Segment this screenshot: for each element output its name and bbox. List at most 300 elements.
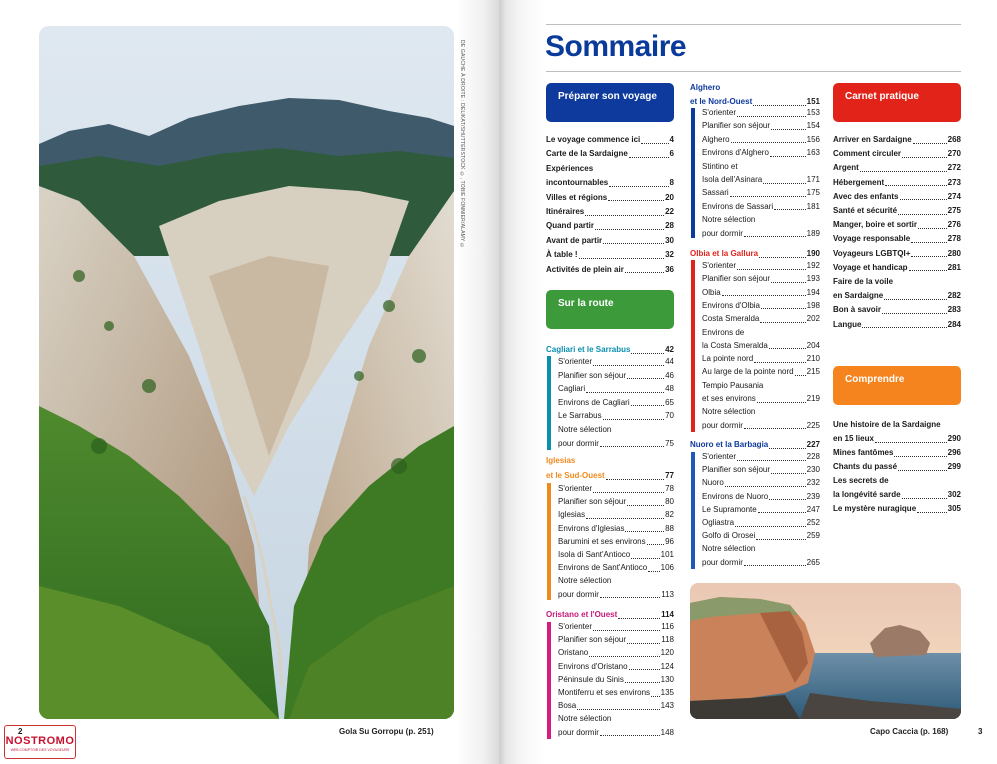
toc-entry-title: en Sardaigne (833, 291, 884, 301)
toc-entry-page: 282 (947, 291, 961, 301)
toc-entry (558, 633, 674, 647)
toc-leader (593, 492, 664, 493)
toc-entry (546, 234, 674, 248)
toc-entry-title: S'orienter (558, 484, 592, 493)
toc-entry (833, 261, 961, 275)
toc-entry-title: en 15 lieux (833, 434, 874, 443)
toc-entry (558, 535, 674, 549)
toc-entry-page: 124 (660, 661, 674, 671)
toc-leader (593, 365, 664, 366)
toc-entry (546, 147, 674, 161)
toc-entry-page: 194 (806, 287, 820, 297)
toc-entry-title: Notre sélection (558, 714, 612, 724)
toc-entry-page: 275 (947, 206, 961, 215)
toc-entry-title: pour dormir (702, 420, 743, 430)
toc-entry (702, 450, 820, 464)
toc-entry-page: 32 (665, 250, 674, 260)
toc-entry-title: Golfo di Orosei (702, 531, 756, 541)
toc-entry-title: Le mystère nuragique (833, 504, 917, 513)
bar-olbia (691, 260, 695, 432)
toc-entry-title: Bosa (558, 701, 577, 711)
page-gutter (455, 0, 545, 764)
toc-entry (702, 463, 820, 477)
toc-leader (909, 270, 947, 271)
toc-entry-title: Oristano (558, 648, 589, 658)
toc-entry (702, 419, 820, 433)
toc-entry-title: S'orienter (558, 622, 592, 631)
toc-entry (833, 176, 961, 190)
toc-entry-page: 46 (665, 370, 674, 380)
toc-entry-page: 156 (806, 134, 820, 144)
toc-entry-title: Environs de Nuoro (702, 491, 769, 501)
toc-entry-title: Environs de Cagliari (558, 397, 630, 407)
toc-leader (737, 269, 806, 270)
toc-entry (702, 173, 820, 187)
right-photo-caption: Capo Caccia (p. 168) (870, 727, 949, 736)
toc-leader (730, 196, 806, 197)
toc-entry (833, 204, 961, 218)
toc-entry (558, 355, 674, 369)
toc-entry (558, 423, 674, 437)
toc-entry-page: 70 (665, 411, 674, 421)
toc-leader (898, 214, 947, 215)
toc-entry-page: 189 (806, 228, 820, 238)
toc-entry-page: 28 (665, 221, 674, 231)
toc-entry-title: pour dormir (702, 557, 743, 567)
toc-entry (546, 191, 674, 205)
toc-leader (625, 531, 664, 532)
toc-entry-title: Le Sarrabus (558, 411, 602, 421)
toc-entry-page: 273 (947, 177, 961, 187)
toc-entry-page: 20 (665, 192, 674, 202)
toc-entry (558, 588, 674, 602)
toc-entry-title: Une histoire de la Sardaigne (833, 420, 941, 429)
toc-entry (558, 409, 674, 423)
toc-entry-page: 268 (947, 135, 961, 144)
toc-leader (647, 544, 665, 545)
toc-entry (833, 275, 961, 289)
toc-entry-title: S'orienter (702, 452, 736, 461)
toc-entry-title: Iglesias (558, 510, 586, 520)
toc-entry (702, 379, 820, 393)
toc-leader (627, 643, 660, 644)
toc-leader (600, 446, 664, 447)
toc-leader (641, 143, 668, 144)
toc-leader (900, 199, 947, 200)
toc-entry-page: 135 (660, 688, 674, 697)
toc-entry (702, 272, 820, 286)
toc-entry (833, 418, 961, 432)
toc-entry (558, 574, 674, 588)
toc-entry-page: 120 (660, 648, 674, 658)
toc-entry (546, 133, 674, 147)
toc-entry-page: 113 (661, 589, 674, 599)
toc-entry-title: Santé et sécurité (833, 206, 898, 215)
toc-entry-page: 36 (665, 264, 674, 274)
toc-entry-page: 78 (665, 484, 674, 493)
nostromo-logo (4, 725, 76, 759)
toc-entry-page: 290 (947, 434, 961, 443)
left-page-number: 2 (18, 727, 23, 736)
toc-entry-page: 88 (665, 523, 674, 533)
toc-entry (558, 620, 674, 634)
toc-entry-title: Le voyage commence ici (546, 135, 641, 144)
toc-entry (558, 686, 674, 700)
toc-entry (702, 529, 820, 543)
toc-leader (608, 200, 664, 201)
pill-preparer: Préparer son voyage (546, 83, 674, 122)
toc-leader (862, 327, 946, 328)
toc-entry (702, 227, 820, 241)
section-iglesias-1: Iglesias (546, 456, 576, 465)
capo-caccia-photo (690, 583, 961, 719)
toc-leader (758, 512, 806, 513)
toc-leader (744, 236, 806, 237)
toc-entry (833, 474, 961, 488)
toc-entry-page: 82 (665, 510, 674, 520)
toc-entry-title: Stintino et (702, 161, 738, 171)
toc-entry-title: À table ! (546, 250, 578, 260)
toc-leader (771, 282, 806, 283)
toc-leader (625, 682, 660, 683)
toc-entry (558, 369, 674, 383)
toc-leader (737, 116, 806, 117)
toc-leader (600, 735, 660, 736)
toc-entry-title: Arriver en Sardaigne (833, 135, 912, 144)
photo-credit: DE GAUCHE À DROITE : DELIKAT/SHUTTERSTOCK ©, TOBIE FONNIER/ALAMY © (459, 40, 465, 250)
toc-entry (833, 446, 961, 460)
toc-entry-title: pour dormir (702, 228, 743, 238)
toc-entry-page: 299 (947, 462, 961, 471)
pill-carnet-pratique: Carnet pratique (833, 83, 961, 122)
toc-entry-title: Environs de Sassari (702, 201, 774, 211)
toc-entry-title: Activités de plein air (546, 264, 624, 274)
toc-entry (702, 365, 820, 379)
toc-entry (558, 508, 674, 522)
toc-entry-title: Isola dell'Asinara (702, 175, 763, 184)
toc-entry-title: Environs d'Oristano (558, 661, 628, 671)
toc-entry (558, 646, 674, 660)
toc-entry-page: 6 (669, 149, 674, 159)
toc-leader (860, 171, 947, 172)
toc-entry (833, 318, 961, 332)
toc-entry-page: 280 (947, 248, 961, 258)
toc-entry-page: 171 (806, 175, 820, 184)
toc-entry (702, 160, 820, 174)
toc-entry-title: Environs de (702, 327, 745, 337)
section-alghero-1: Alghero (690, 83, 721, 92)
toc-entry-title: Le Supramonte (702, 504, 757, 514)
toc-entry-title: Expériences (546, 163, 594, 173)
toc-leader (631, 405, 665, 406)
toc-leader (884, 299, 946, 300)
toc-entry-title: Environs d'Iglesias (558, 523, 625, 533)
toc-entry-title: et ses environs (702, 394, 756, 403)
toc-entry-title: Alghero (702, 134, 730, 144)
toc-entry-page: 252 (806, 518, 820, 527)
toc-entry (702, 352, 820, 366)
toc-leader (744, 428, 806, 429)
toc-entry-title: Argent (833, 163, 859, 173)
toc-leader (735, 526, 806, 527)
toc-entry-page: 48 (665, 384, 674, 394)
toc-entry (558, 699, 674, 713)
toc-entry (833, 502, 961, 516)
toc-entry-page: 163 (806, 148, 820, 158)
toc-entry-title: la Costa Smeralda (702, 340, 768, 350)
toc-leader (771, 129, 806, 130)
toc-entry-page: 44 (665, 357, 674, 366)
toc-entry (558, 522, 674, 536)
toc-entry-title: Villes et régions (546, 192, 608, 202)
toc-entry-page: 148 (660, 727, 674, 737)
toc-entry-page: 153 (806, 108, 820, 117)
toc-entry-page: 272 (947, 163, 961, 173)
toc-leader (629, 669, 660, 670)
toc-entry-page: 276 (947, 220, 961, 230)
section-nuoro: Nuoro et la Barbagia 227 (690, 440, 820, 449)
toc-entry-page: 204 (806, 340, 820, 350)
toc-entry-title: Notre sélection (558, 576, 612, 586)
toc-entry-title: Voyage responsable (833, 234, 911, 244)
toc-leader (761, 308, 806, 309)
toc-leader (770, 156, 806, 157)
toc-entry (558, 561, 674, 575)
toc-leader (902, 157, 947, 158)
toc-leader (593, 630, 660, 631)
toc-leader (760, 322, 805, 323)
toc-entry-page: 230 (806, 465, 820, 475)
toc-entry (702, 326, 820, 340)
section-olbia: Olbia et la Gallura 190 (690, 249, 820, 258)
toc-entry-page: 65 (665, 397, 674, 407)
toc-leader (603, 419, 665, 420)
toc-entry (702, 476, 820, 490)
toc-leader (885, 185, 947, 186)
toc-leader (771, 473, 806, 474)
toc-entry-page: 198 (806, 300, 820, 310)
toc-entry (833, 488, 961, 502)
pill-comprendre: Comprendre (833, 366, 961, 405)
toc-entry-page: 193 (806, 274, 820, 284)
toc-entry-title: Manger, boire et sortir (833, 220, 918, 230)
toc-entry-page: 80 (665, 497, 674, 507)
toc-entry (833, 303, 961, 317)
toc-entry-page: 302 (947, 490, 961, 499)
page-title: Sommaire (545, 30, 687, 63)
toc-entry-page: 284 (947, 319, 961, 329)
bar-nuoro (691, 452, 695, 569)
toc-entry (546, 205, 674, 219)
toc-entry-title: Hébergement (833, 177, 885, 187)
toc-entry-page: 22 (665, 207, 674, 216)
toc-entry (702, 106, 820, 120)
toc-entry-title: Planifier son séjour (702, 465, 771, 475)
toc-entry (546, 219, 674, 233)
toc-entry-title: Notre sélection (702, 215, 756, 225)
toc-entry-title: S'orienter (702, 261, 736, 270)
toc-entry-title: Olbia (702, 287, 721, 297)
toc-entry-page: 96 (665, 536, 674, 546)
toc-leader (603, 243, 664, 244)
toc-entry (702, 556, 820, 570)
toc-entry-page: 210 (806, 354, 820, 364)
title-rule (546, 71, 961, 72)
toc-entry-title: Sassari (702, 188, 729, 198)
toc-entry (546, 162, 674, 176)
toc-entry-title: S'orienter (558, 357, 592, 366)
toc-leader (917, 512, 947, 513)
toc-entry-title: Carte de la Sardaigne (546, 149, 628, 159)
toc-leader (627, 378, 664, 379)
logo-tagline: WEB COMPTOIR DES VOYAGEURS (10, 748, 70, 752)
toc-leader (627, 505, 664, 506)
section-cagliari: Cagliari et le Sarrabus 42 (546, 345, 674, 354)
toc-entry-title: Notre sélection (558, 425, 612, 434)
toc-entry (702, 213, 820, 227)
toc-entry-title: Tempio Pausania (702, 380, 764, 390)
bar-oristano (547, 622, 551, 739)
logo-name: NOSTROMO (5, 735, 75, 747)
toc-entry-title: Mines fantômes (833, 448, 894, 457)
toc-entry-page: 305 (947, 504, 961, 513)
toc-leader (609, 186, 668, 187)
toc-entry (833, 247, 961, 261)
toc-entry-title: Voyage et handicap (833, 262, 908, 272)
toc-entry-page: 4 (669, 135, 674, 144)
toc-entry (702, 516, 820, 530)
toc-entry-page: 239 (806, 491, 820, 501)
toc-entry-page: 278 (947, 234, 961, 244)
toc-entry (702, 392, 820, 406)
toc-entry-page: 75 (665, 438, 674, 448)
toc-entry-page: 270 (947, 149, 961, 159)
toc-entry-page: 106 (660, 563, 674, 573)
toc-entry-title: Péninsule du Sinis (558, 674, 624, 684)
toc-entry (558, 726, 674, 740)
toc-leader (769, 499, 805, 500)
toc-entry-title: Planifier son séjour (558, 635, 627, 645)
toc-entry-title: Notre sélection (702, 407, 756, 417)
toc-entry (558, 548, 674, 562)
toc-leader (882, 313, 947, 314)
toc-entry-title: Faire de la voile (833, 277, 894, 286)
toc-entry (702, 542, 820, 556)
toc-leader (911, 242, 946, 243)
toc-entry-page: 175 (806, 188, 820, 198)
toc-entry-title: S'orienter (702, 108, 736, 117)
toc-entry-title: La pointe nord (702, 354, 754, 364)
toc-entry (833, 218, 961, 232)
toc-leader (911, 256, 946, 257)
toc-entry-title: Environs d'Alghero (702, 148, 769, 158)
toc-leader (913, 143, 947, 144)
toc-entry (546, 263, 674, 277)
toc-leader (725, 486, 806, 487)
toc-entry-title: Montiferru et ses environs (558, 688, 651, 697)
bar-alghero (691, 108, 695, 238)
toc-entry (702, 312, 820, 326)
toc-entry-page: 232 (806, 478, 820, 488)
toc-leader (774, 209, 805, 210)
toc-leader (756, 539, 805, 540)
toc-entry-title: incontournables (546, 178, 609, 188)
toc-entry-title: Isola di Sant'Antioco (558, 550, 631, 559)
toc-entry-page: 219 (806, 394, 820, 403)
toc-entry-page: 192 (806, 261, 820, 270)
toc-entry-title: Comment circuler (833, 149, 902, 159)
toc-entry (558, 673, 674, 687)
toc-entry-title: Avec des enfants (833, 191, 899, 201)
section-alghero-2: et le Nord-Ouest 151 (690, 97, 820, 106)
toc-entry-title: Environs d'Olbia (702, 300, 760, 310)
toc-entry (558, 482, 674, 496)
toc-leader (875, 442, 947, 443)
left-photo-caption: Gola Su Gorropu (p. 251) (339, 727, 434, 736)
toc-entry-title: Nuoro (702, 478, 724, 488)
toc-entry (833, 460, 961, 474)
toc-entry-page: 101 (660, 550, 674, 559)
toc-entry (702, 146, 820, 160)
toc-entry-page: 143 (660, 701, 674, 711)
section-oristano: Oristano et l'Ouest 114 (546, 610, 674, 619)
toc-entry-page: 118 (661, 635, 674, 645)
toc-leader (894, 456, 946, 457)
toc-entry (558, 382, 674, 396)
toc-leader (585, 215, 664, 216)
toc-leader (898, 470, 947, 471)
toc-entry-page: 247 (806, 504, 820, 514)
toc-entry (558, 437, 674, 451)
toc-leader (757, 402, 806, 403)
toc-entry-title: Langue (833, 319, 862, 329)
toc-entry-page: 215 (806, 367, 820, 377)
toc-entry-page: 225 (806, 420, 820, 430)
toc-leader (731, 142, 806, 143)
toc-entry (833, 147, 961, 161)
toc-entry-title: Voyageurs LGBTQI+ (833, 248, 911, 258)
toc-leader (754, 362, 805, 363)
toc-leader (722, 295, 806, 296)
toc-entry (702, 490, 820, 504)
toc-leader (631, 558, 659, 559)
toc-entry (702, 339, 820, 353)
pill-sur-la-route: Sur la route (546, 290, 674, 329)
toc-leader (648, 571, 660, 572)
toc-entry-title: Chants du passé (833, 462, 898, 471)
toc-entry-title: Cagliari (558, 384, 586, 394)
toc-entry-title: Bon à savoir (833, 305, 882, 315)
toc-leader (600, 597, 660, 598)
toc-entry-page: 296 (947, 448, 961, 457)
toc-leader (744, 565, 806, 566)
toc-entry-title: Notre sélection (702, 544, 756, 554)
toc-entry-page: 281 (947, 262, 961, 272)
toc-entry-title: Itinéraires (546, 207, 585, 216)
toc-entry (702, 133, 820, 147)
toc-entry-page: 259 (806, 531, 820, 541)
toc-entry (833, 133, 961, 147)
toc-leader (586, 518, 664, 519)
toc-entry-page: 130 (660, 674, 674, 684)
toc-entry-page: 283 (947, 305, 961, 315)
toc-entry-page: 154 (806, 121, 820, 131)
toc-entry-title: Planifier son séjour (558, 497, 627, 507)
toc-leader (769, 348, 806, 349)
toc-entry-title: la longévité sarde (833, 490, 901, 499)
toc-entry-title: Ogliastra (702, 518, 735, 527)
right-page-number: 3 (978, 727, 983, 736)
